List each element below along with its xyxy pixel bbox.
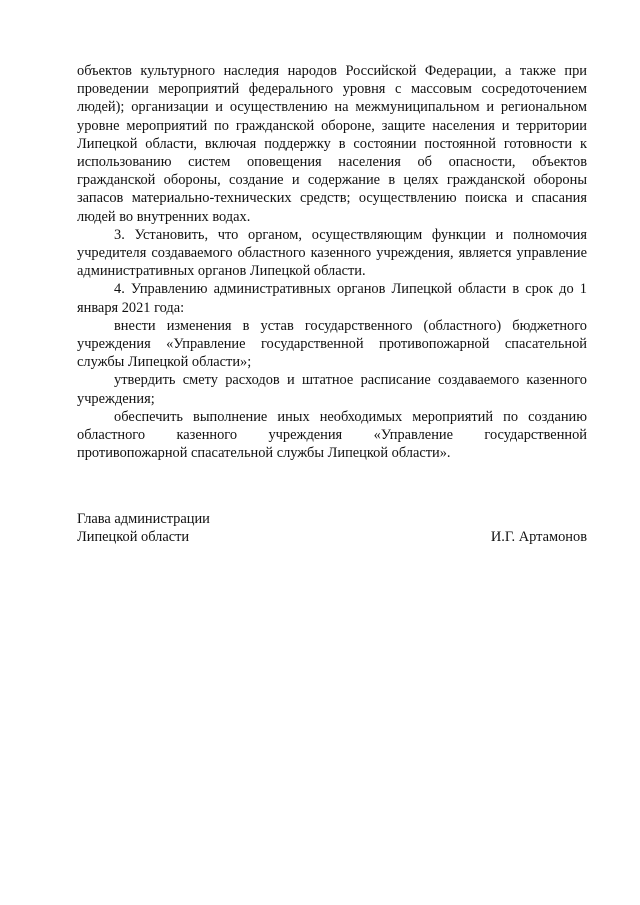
document-body [77,62,587,462]
paragraph-item-4: 4. Управлению административных органов Липецкой области в срок до 1 января 2021 года: [77,281,587,316]
paragraph-subitem-budget: утвердить смету расходов и штатное расписание создаваемого казенного учреждения; [77,372,587,407]
paragraph-subitem-measures: обеспечить выполнение иных необходимых мероприятий по созданию областного казенного учреждения «Управление государственной противопожарной спасательной службы Липецкой области». [77,408,587,462]
signature-row [77,528,587,546]
paragraph-subitem-charter: внести изменения в устав государственного (областного) бюджетного учреждения «Управление государственной противопожарной спасательной службы Липецкой области»; [77,317,587,371]
paragraph-item-3: 3. Установить, что органом, осуществляющим функции и полномочия учредителя создаваемого областного казенного учреждения, является управление административных органов Липецкой области. [77,226,587,280]
signatory-title-line2: Липецкой области [77,529,190,546]
signature-block [77,510,587,546]
signatory-name: И.Г. Артамонов [490,529,587,546]
signatory-title-line1: Глава администрации [77,511,210,527]
paragraph-continuation: объектов культурного наследия народов Российской Федерации, а также при проведении мероприятий федерального уровня с массовым сосредоточением людей); организации и осуществлению на межмуниципальном и региональном уровне мероприятий по гражданской обороне, защите населения и территории Липецкой области, включая поддержку в состоянии постоянной готовности к использованию систем оповещения населения об опасности, объектов гражданской обороны, создание и содержание в целях гражданской обороны запасов материально-технических средств; осуществлению поиска и спасания людей во внутренних водах. [77,63,587,225]
